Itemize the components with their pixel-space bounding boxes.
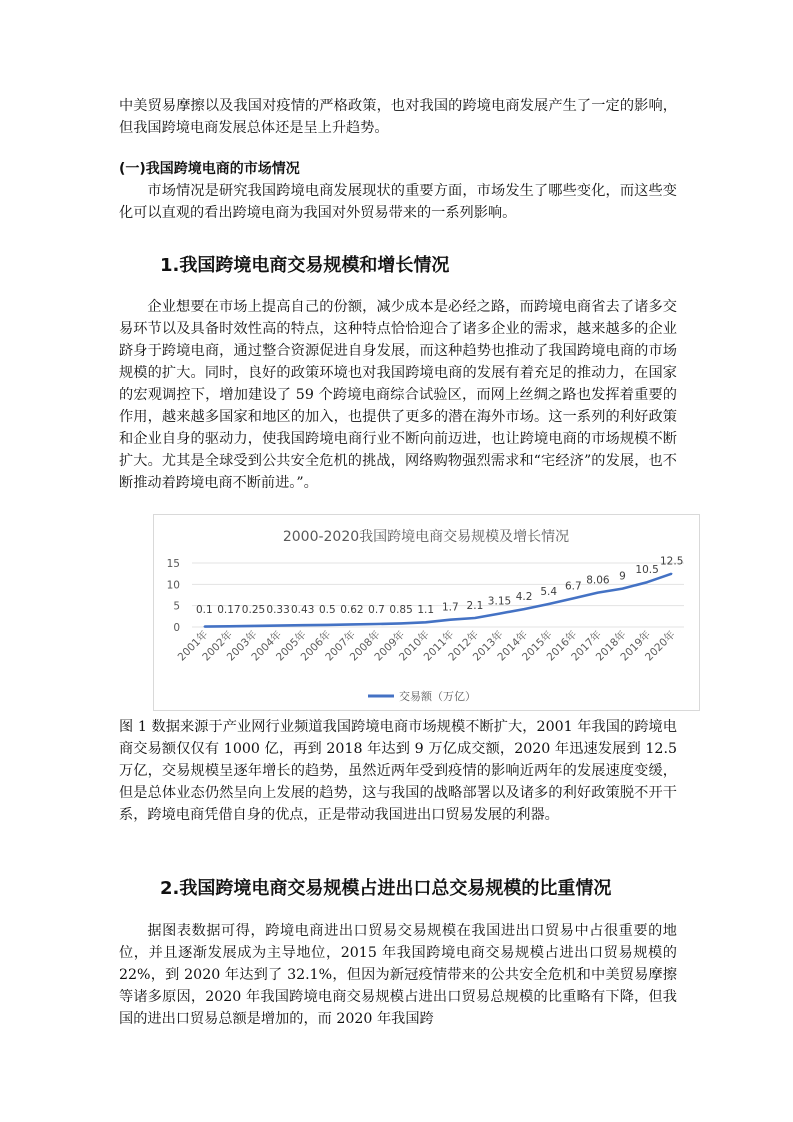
data-point — [425, 622, 427, 624]
data-label: 0.43 — [291, 604, 315, 616]
intro-paragraph: 中美贸易摩擦以及我国对疫情的严格政策，也对我国的跨境电商发展产生了一定的影响，但我国跨境电商发展总体还是呈上升趋势。 — [119, 98, 677, 136]
data-label: 12.5 — [660, 555, 684, 568]
data-label: 5.4 — [540, 585, 558, 598]
data-point — [671, 573, 673, 575]
data-point — [499, 613, 501, 615]
data-labels — [196, 556, 683, 616]
x-tick-label: 2018年 — [593, 628, 629, 664]
data-label: 0.17 — [217, 604, 241, 616]
x-tick-label: 2020年 — [643, 628, 678, 664]
y-tick-label: 5 — [173, 600, 180, 613]
data-label: 9 — [619, 570, 626, 583]
figure-caption-paragraph: 图 1 数据来源于产业网行业频道我国跨境电商市场规模不断扩大，2001 年我国的跨境电商交易额仅仅有 1000 亿，再到 2018 年达到 9 万亿成交额，2020 年迅速发展到 12.5 万亿，交易规模呈逐年增长的趋势，虽然近两年受到疫情的影响近两年的发展速度变缓，但是总体业态仍然呈向上发展的趋势，这与我国的战略部署以及诸多的利好政策脱不开干系，跨境电商凭借自身的优点，正是带动我国进出口贸易发展的利器。 — [119, 719, 677, 823]
x-tick-label: 2006年 — [298, 628, 334, 664]
x-tick-label: 2005年 — [274, 628, 309, 664]
data-label: 0.5 — [318, 604, 336, 616]
data-label: 10.5 — [635, 564, 659, 577]
data-label: 1.1 — [417, 604, 435, 616]
data-label: 0.62 — [340, 604, 364, 616]
data-label: 4.2 — [515, 591, 533, 604]
data-label: 0.33 — [266, 604, 290, 616]
x-tick-label: 2015年 — [520, 628, 555, 664]
data-point — [228, 625, 230, 627]
data-point — [204, 626, 206, 628]
data-point — [573, 598, 575, 600]
subsection-2-heading: 2.我国跨境电商交易规模占进出口总交易规模的比重情况 — [160, 878, 612, 899]
x-tick-label: 2014年 — [495, 628, 531, 664]
data-label: 2.1 — [466, 600, 484, 613]
data-point — [277, 625, 279, 627]
x-tick-label: 2003年 — [224, 628, 260, 664]
chart-canvas — [154, 515, 699, 710]
data-point — [646, 581, 648, 583]
y-tick-label: 15 — [166, 558, 180, 570]
data-point — [400, 623, 402, 625]
data-label: 3.15 — [487, 595, 512, 608]
line-chart — [153, 514, 700, 711]
data-label: 0.85 — [389, 604, 413, 616]
x-tick-label: 2011年 — [421, 628, 457, 664]
x-tick-label: 2004年 — [249, 628, 285, 664]
legend-label: 交易额（万亿） — [399, 690, 476, 703]
x-tick-label: 2002年 — [200, 628, 236, 664]
data-point — [622, 588, 624, 590]
data-label: 6.7 — [564, 580, 582, 593]
data-point — [376, 623, 378, 625]
y-tick-label: 10 — [166, 579, 180, 592]
legend — [368, 689, 476, 703]
x-tick-label: 2019年 — [618, 628, 654, 664]
chart-title: 2000-2020我国跨境电商交易规模及增长情况 — [282, 529, 570, 545]
data-label: 0.25 — [241, 604, 266, 616]
data-point — [597, 592, 599, 594]
x-tick-label: 2013年 — [470, 628, 506, 664]
x-tick-label: 2017年 — [569, 628, 605, 664]
gridlines — [192, 563, 684, 627]
x-tick-label: 2016年 — [544, 628, 580, 664]
data-label: 0.1 — [195, 604, 213, 616]
data-label: 1.7 — [441, 601, 459, 614]
data-label: 0.7 — [368, 604, 385, 616]
x-tick-label: 2007年 — [323, 628, 359, 664]
data-point — [302, 624, 304, 626]
data-point — [450, 619, 452, 621]
data-point — [474, 617, 476, 619]
data-point — [351, 624, 353, 626]
data-point — [548, 603, 550, 605]
subsection-1-paragraph: 企业想要在市场上提高自己的份额，减少成本是必经之路，而跨境电商省去了诸多交易环节以及具备时效性高的特点，这种特点恰恰迎合了诸多企业的需求，越来越多的企业跻身于跨境电商，通过整合资源促进自身发展，而这种趋势也推动了我国跨境电商的市场规模的扩大。同时，良好的政策环境也对我国跨境电商的发展有着充足的推动力，在国家的宏观调控下，增加建设了 59 个跨境电商综合试验区，而网上丝绸之路也发挥着重要的作用，越来越多国家和地区的加入，也提供了更多的潜在海外市场。这一系列的利好政策和企业自身的驱动力，使我国跨境电商行业不断向前迈进，也让跨境电商的市场规模不断扩大。尤其是全球受到公共安全危机的挑战，网络购物强烈需求和“宅经济”的发展，也不断推动着跨境电商不断前进。”。 — [119, 299, 677, 491]
data-label: 8.06 — [586, 574, 610, 587]
data-point — [327, 624, 329, 626]
x-tick-label: 2012年 — [446, 628, 482, 664]
subsection-1-heading: 1.我国跨境电商交易规模和增长情况 — [160, 255, 450, 276]
x-tick-label: 2008年 — [347, 628, 383, 664]
y-tick-label: 0 — [173, 622, 180, 634]
x-tick-label: 2001年 — [175, 628, 211, 664]
section-heading: (一)我国跨境电商的市场情况 — [119, 161, 300, 177]
data-point — [523, 608, 525, 610]
y-axis — [167, 558, 180, 634]
subsection-2-paragraph: 据图表数据可得，跨境电商进出口贸易交易规模在我国进出口贸易中占很重要的地位，并且逐渐发展成为主导地位，2015 年我国跨境电商交易规模占进出口贸易规模的 22%，到 2020 年达到了 32.1%，但因为新冠疫情带来的公共安全危机和中美贸易摩擦等诸多原因，2020 年我国跨境电商交易规模占进出口贸易总规模的比重略有下降，但我国的进出口贸易总额是增加的，而 2020 年我国跨 — [119, 923, 677, 1027]
x-tick-label: 2010年 — [397, 628, 432, 664]
section-intro-paragraph: 市场情况是研究我国跨境电商发展现状的重要方面，市场发生了哪些变化，而这些变化可以直观的看出跨境电商为我国对外贸易带来的一系列影响。 — [119, 183, 677, 221]
x-axis — [175, 628, 678, 664]
x-tick-label: 2009年 — [372, 628, 408, 664]
data-point — [253, 625, 255, 627]
